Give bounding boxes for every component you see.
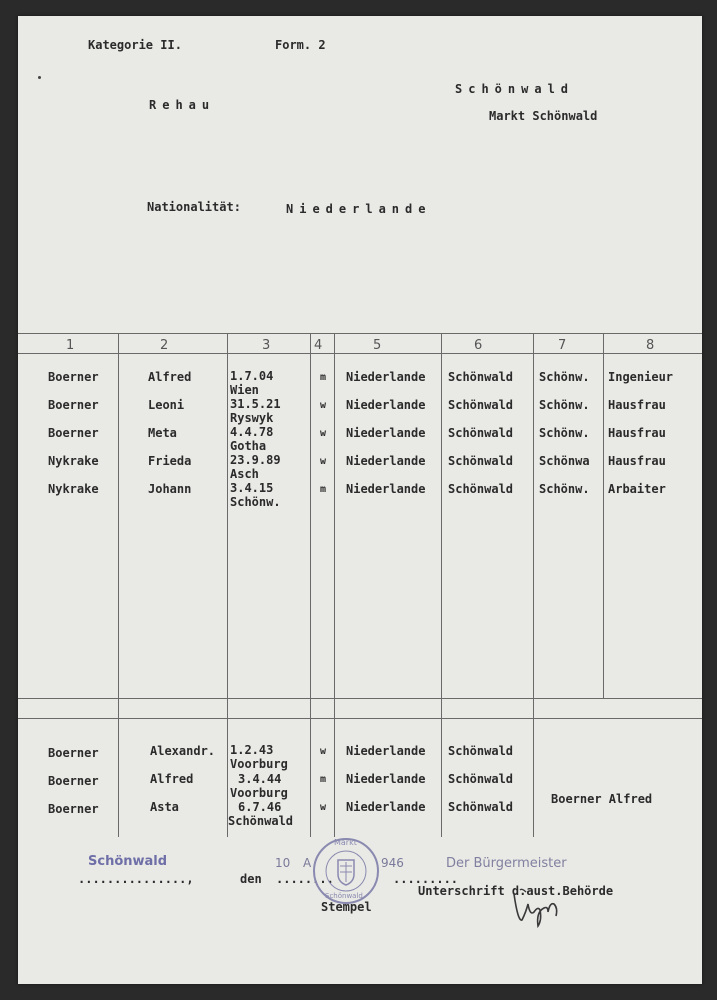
sex-cell: w [320,802,327,813]
birthplace-cell: Schönw. [230,495,281,509]
sex-cell: m [320,774,327,785]
birthdate-cell: 23.9.89 [230,453,281,467]
occupation-cell: Arbaiter [608,482,666,496]
sex-cell: w [320,456,327,467]
ink-dot [38,76,41,79]
surname-cell: Boerner [48,426,99,440]
firstname-cell: Meta [148,426,177,440]
firstname-cell: Asta [150,800,179,814]
date-dots: ........ [276,872,334,886]
guardian-name: Boerner Alfred [551,792,653,806]
residence2-cell: Schönw. [539,482,590,496]
firstname-cell: Frieda [148,454,192,468]
surname-cell: Boerner [48,370,99,384]
column-number-1: 1 [66,338,75,353]
sex-cell: w [320,428,327,439]
birthdate-cell: 3.4.44 [238,772,282,786]
birthplace-cell: Schönwald [228,814,294,828]
surname-cell: Nykrake [48,454,99,468]
form-label: Form. 2 [275,38,326,52]
birthdate-cell: 6.7.46 [238,800,282,814]
column-number-2: 2 [160,338,169,353]
residence2-cell: Schönw. [539,426,590,440]
town-title: Schönwald [455,82,575,96]
nationality-label: Nationalität: [147,200,241,214]
residence-cell: Schönwald [448,370,514,384]
birthplace-cell: Ryswyk [230,411,274,425]
firstname-cell: Alfred [150,772,194,786]
seal-top-text: Markt [334,838,357,847]
mayor-stamp: Der Bürgermeister [446,856,567,871]
residence2-cell: Schönw. [539,370,590,384]
nationality-cell: Niederlande [346,426,426,440]
place-stamp: Schönwald [88,854,168,869]
kategorie-label: Kategorie II. [88,38,182,52]
place-dots: ..............., [78,872,194,886]
nationality-cell: Niederlande [346,398,426,412]
residence-cell: Schönwald [448,772,514,786]
document-page [18,16,702,984]
sex-cell: w [320,400,327,411]
nationality-cell: Niederlande [346,744,426,758]
occupation-cell: Hausfrau [608,398,666,412]
signature-label: Unterschrift d.aust.Behörde [418,884,614,898]
birthplace-cell: Voorburg [230,786,288,800]
occupation-cell: Ingenieur [608,370,674,384]
surname-cell: Boerner [48,802,99,816]
birthplace-cell: Voorburg [230,757,288,771]
firstname-cell: Alfred [148,370,192,384]
date-label: den [240,872,262,886]
firstname-cell: Johann [148,482,192,496]
sex-cell: m [320,372,327,383]
residence-cell: Schönwald [448,398,514,412]
residence-cell: Schönwald [448,426,514,440]
nationality-value: Niederlande [286,202,432,216]
date-stamp-month: A [303,856,312,870]
nationality-cell: Niederlande [346,370,426,384]
sex-cell: w [320,746,327,757]
sex-cell: m [320,484,327,495]
nationality-cell: Niederlande [346,772,426,786]
birthplace-cell: Gotha [230,439,267,453]
signature-dots: ......... [393,872,459,886]
residence-cell: Schönwald [448,482,514,496]
column-number-5: 5 [373,338,382,353]
column-number-4: 4 [314,338,323,353]
column-number-8: 8 [646,338,655,353]
birthdate-cell: 1.7.04 [230,369,274,383]
residence-cell: Schönwald [448,454,514,468]
firstname-cell: Leoni [148,398,185,412]
market-label: Markt Schönwald [489,109,598,123]
stamp-label: Stempel [321,900,372,914]
seal-bottom-text: Schönwald [325,892,363,900]
birthplace-cell: Asch [230,467,259,481]
residence2-cell: Schönw. [539,398,590,412]
surname-cell: Nykrake [48,482,99,496]
column-number-7: 7 [558,338,567,353]
birthdate-cell: 31.5.21 [230,397,281,411]
birthdate-cell: 4.4.78 [230,425,274,439]
nationality-cell: Niederlande [346,800,426,814]
occupation-cell: Hausfrau [608,426,666,440]
surname-cell: Boerner [48,774,99,788]
column-number-3: 3 [262,338,271,353]
surname-cell: Boerner [48,398,99,412]
occupation-cell: Hausfrau [608,454,666,468]
birthdate-cell: 1.2.43 [230,743,274,757]
signature-icon [508,882,568,932]
birthdate-cell: 3.4.15 [230,481,274,495]
nationality-cell: Niederlande [346,482,426,496]
surname-cell: Boerner [48,746,99,760]
residence2-cell: Schönwa [539,454,590,468]
nationality-cell: Niederlande [346,454,426,468]
district-label: Rehau [149,98,216,112]
firstname-cell: Alexandr. [150,744,216,758]
residence-cell: Schönwald [448,800,514,814]
column-number-6: 6 [474,338,483,353]
date-stamp-year: 946 [381,856,404,870]
date-stamp-day: 10 [275,856,291,870]
residence-cell: Schönwald [448,744,514,758]
birthplace-cell: Wien [230,383,259,397]
official-seal [311,836,381,906]
